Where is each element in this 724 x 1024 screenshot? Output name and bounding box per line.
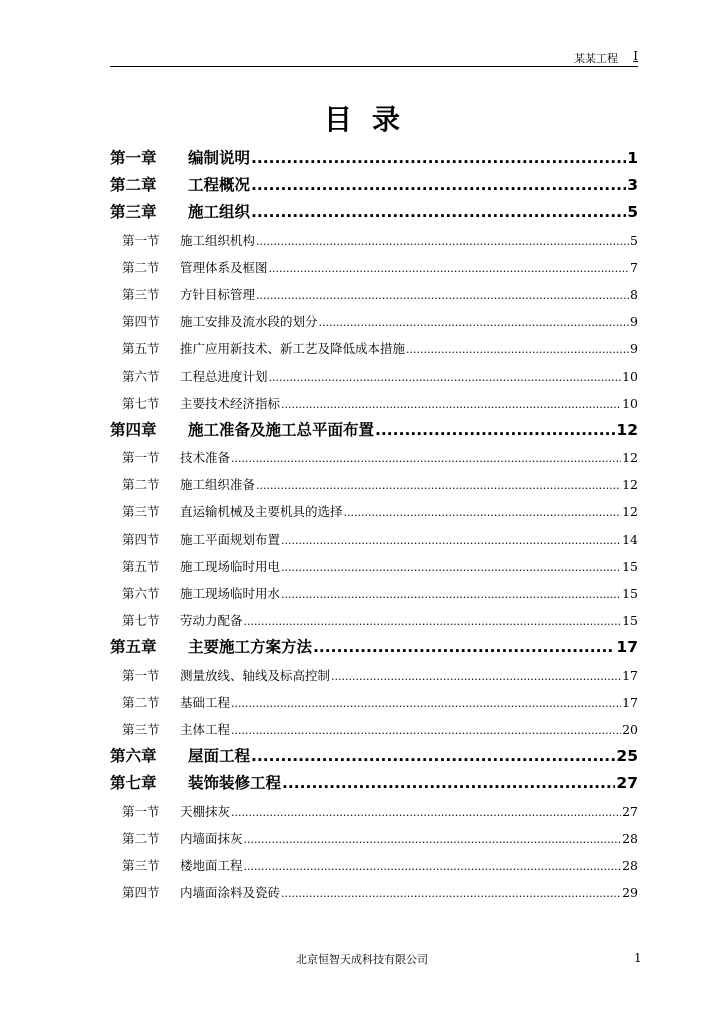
toc-entry-number: 第一节	[122, 450, 160, 466]
toc-entry-number: 第七节	[122, 613, 160, 629]
toc-entry-page: 15	[622, 613, 638, 629]
toc-entry-page: 27	[622, 803, 638, 819]
toc-entry-number: 第三节	[122, 504, 160, 520]
toc-entry-page: 10	[622, 368, 638, 384]
toc-entry-title: 基础工程	[180, 694, 231, 710]
toc-section-entry[interactable]	[110, 852, 638, 879]
toc-section-entry[interactable]	[110, 390, 638, 417]
toc-entry-page: 12	[622, 450, 638, 466]
toc-dot-leader	[251, 743, 615, 770]
toc-entry-title: 主体工程	[180, 721, 231, 737]
toc-entry-page: 8	[630, 286, 638, 302]
footer-page-number: 1	[634, 951, 642, 965]
toc-chapter-entry[interactable]	[110, 770, 638, 797]
toc-section-entry[interactable]	[110, 498, 638, 525]
toc-entry-number: 第四节	[122, 885, 160, 901]
toc-dot-leader	[251, 199, 626, 226]
toc-dot-leader	[281, 391, 621, 418]
toc-entry-title: 屋面工程	[188, 747, 251, 766]
toc-entry-title: 内墙面抹灰	[180, 830, 243, 846]
toc-entry-title: 直运输机械及主要机具的选择	[180, 504, 343, 520]
toc-dot-leader	[256, 228, 629, 255]
toc-entry-number: 第三节	[122, 857, 160, 873]
toc-dot-leader	[244, 826, 622, 853]
toc-entry-page: 20	[622, 721, 638, 737]
toc-dot-leader	[256, 472, 621, 499]
toc-dot-leader	[331, 663, 621, 690]
toc-entry-title: 工程概况	[188, 176, 251, 195]
toc-entry-number: 第二节	[122, 259, 160, 275]
toc-entry-number: 第二章	[110, 176, 157, 195]
toc-entry-page: 5	[630, 232, 638, 248]
toc-dot-leader	[269, 255, 630, 282]
toc-dot-leader	[281, 554, 621, 581]
toc-chapter-entry[interactable]	[110, 743, 638, 770]
toc-section-entry[interactable]	[110, 607, 638, 634]
toc-section-entry[interactable]	[110, 798, 638, 825]
toc-dot-leader	[256, 282, 629, 309]
toc-entry-title: 主要施工方案方法	[188, 638, 313, 657]
toc-section-entry[interactable]	[110, 281, 638, 308]
toc-entry-number: 第五节	[122, 558, 160, 574]
toc-entry-number: 第三节	[122, 721, 160, 737]
toc-section-entry[interactable]	[110, 689, 638, 716]
toc-entry-page: 17	[622, 694, 638, 710]
toc-entry-page: 12	[622, 477, 638, 493]
toc-entry-page: 5	[627, 203, 638, 222]
table-of-contents	[110, 145, 638, 906]
toc-section-entry[interactable]	[110, 879, 638, 906]
toc-section-entry[interactable]	[110, 227, 638, 254]
toc-entry-number: 第五章	[110, 638, 157, 657]
toc-entry-title: 主要技术经济指标	[180, 395, 281, 411]
toc-entry-title: 施工准备及施工总平面布置	[188, 420, 375, 439]
toc-entry-title: 劳动力配备	[180, 613, 243, 629]
toc-section-entry[interactable]	[110, 716, 638, 743]
toc-section-entry[interactable]	[110, 580, 638, 607]
toc-entry-number: 第三节	[122, 286, 160, 302]
toc-chapter-entry[interactable]	[110, 199, 638, 226]
toc-dot-leader	[281, 581, 621, 608]
toc-entry-title: 施工现场临时用水	[180, 586, 281, 601]
toc-entry-number: 第四节	[122, 531, 160, 547]
toc-chapter-entry[interactable]	[110, 634, 638, 661]
toc-entry-number: 第二节	[122, 694, 160, 710]
toc-entry-page: 28	[622, 857, 638, 873]
toc-entry-number: 第七章	[110, 774, 157, 793]
toc-section-entry[interactable]	[110, 825, 638, 852]
toc-entry-title: 推广应用新技术、新工艺及降低成本措施	[180, 341, 406, 357]
toc-section-entry[interactable]	[110, 254, 638, 281]
toc-section-entry[interactable]	[110, 662, 638, 689]
toc-chapter-entry[interactable]	[110, 172, 638, 199]
toc-dot-leader	[344, 499, 622, 526]
toc-section-entry[interactable]	[110, 526, 638, 553]
toc-entry-title: 管理体系及框图	[180, 259, 268, 275]
toc-entry-number: 第二节	[122, 477, 160, 493]
toc-entry-number: 第一节	[122, 232, 160, 248]
toc-dot-leader	[251, 172, 626, 199]
toc-entry-page: 9	[630, 314, 638, 330]
toc-entry-page: 17	[622, 667, 638, 683]
toc-dot-leader	[251, 145, 626, 172]
toc-entry-page: 25	[616, 747, 638, 766]
toc-entry-title: 内墙面涂料及瓷砖	[180, 885, 281, 901]
toc-dot-leader	[281, 527, 621, 554]
toc-section-entry[interactable]	[110, 553, 638, 580]
toc-entry-page: 3	[627, 176, 638, 195]
toc-section-entry[interactable]	[110, 444, 638, 471]
toc-dot-leader	[231, 445, 621, 472]
toc-entry-number: 第七节	[122, 395, 160, 411]
toc-dot-leader	[406, 336, 629, 363]
toc-entry-number: 第六节	[122, 586, 160, 601]
toc-entry-page: 10	[622, 395, 638, 411]
toc-entry-title: 工程总进度计划	[180, 368, 268, 384]
toc-dot-leader	[319, 309, 630, 336]
toc-dot-leader	[231, 690, 621, 717]
toc-entry-page: 14	[622, 531, 638, 547]
toc-entry-title: 技术准备	[180, 450, 231, 466]
page-header	[110, 50, 638, 67]
toc-entry-title: 装饰装修工程	[188, 774, 282, 793]
toc-entry-title: 施工组织准备	[180, 477, 256, 493]
toc-entry-number: 第二节	[122, 830, 160, 846]
toc-entry-title: 施工现场临时用电	[180, 558, 281, 574]
toc-entry-page: 12	[616, 420, 638, 439]
toc-entry-page: 7	[630, 259, 638, 275]
toc-entry-title: 施工组织	[188, 203, 251, 222]
toc-dot-leader	[282, 770, 615, 797]
toc-entry-title: 施工平面规划布置	[180, 531, 281, 547]
toc-entry-page: 9	[630, 341, 638, 357]
toc-dot-leader	[269, 364, 622, 391]
toc-entry-page: 1	[627, 149, 638, 167]
toc-chapter-entry[interactable]	[110, 145, 638, 172]
toc-entry-number: 第五节	[122, 341, 160, 357]
header-page-number: I	[633, 49, 638, 63]
toc-entry-number: 第三章	[110, 203, 157, 222]
footer-company: 北京恒智天成科技有限公司	[296, 953, 428, 966]
toc-section-entry[interactable]	[110, 335, 638, 362]
toc-dot-leader	[244, 608, 622, 635]
toc-entry-number: 第六节	[122, 368, 160, 384]
toc-entry-title: 施工组织机构	[180, 232, 256, 248]
toc-section-entry[interactable]	[110, 471, 638, 498]
toc-entry-number: 第一节	[122, 803, 160, 819]
toc-entry-title: 楼地面工程	[180, 857, 243, 873]
toc-entry-title: 施工安排及流水段的划分	[180, 314, 318, 330]
toc-entry-title: 编制说明	[188, 149, 251, 167]
toc-section-entry[interactable]	[110, 308, 638, 335]
toc-dot-leader	[231, 717, 621, 744]
toc-entry-page: 17	[616, 638, 638, 657]
header-title: 某某工程	[574, 52, 618, 65]
toc-section-entry[interactable]	[110, 363, 638, 390]
toc-dot-leader	[244, 853, 622, 880]
toc-entry-title: 方针目标管理	[180, 286, 256, 302]
toc-entry-page: 12	[622, 504, 638, 520]
toc-entry-number: 第一章	[110, 149, 157, 167]
toc-entry-number: 第六章	[110, 747, 157, 766]
toc-entry-title: 测量放线、轴线及标高控制	[180, 667, 331, 683]
toc-entry-page: 27	[616, 774, 638, 793]
toc-entry-page: 28	[622, 830, 638, 846]
toc-entry-number: 第一节	[122, 667, 160, 683]
page-title: 目录	[323, 103, 420, 136]
toc-entry-title: 天棚抹灰	[180, 803, 231, 819]
toc-entry-page: 15	[622, 586, 638, 601]
toc-entry-number: 第四节	[122, 314, 160, 330]
toc-chapter-entry[interactable]	[110, 417, 638, 444]
toc-entry-page: 29	[622, 885, 638, 901]
toc-dot-leader	[281, 880, 621, 907]
toc-entry-number: 第四章	[110, 420, 157, 439]
toc-entry-page: 15	[622, 558, 638, 574]
toc-dot-leader	[375, 417, 615, 444]
toc-dot-leader	[313, 634, 615, 661]
toc-dot-leader	[231, 799, 621, 826]
